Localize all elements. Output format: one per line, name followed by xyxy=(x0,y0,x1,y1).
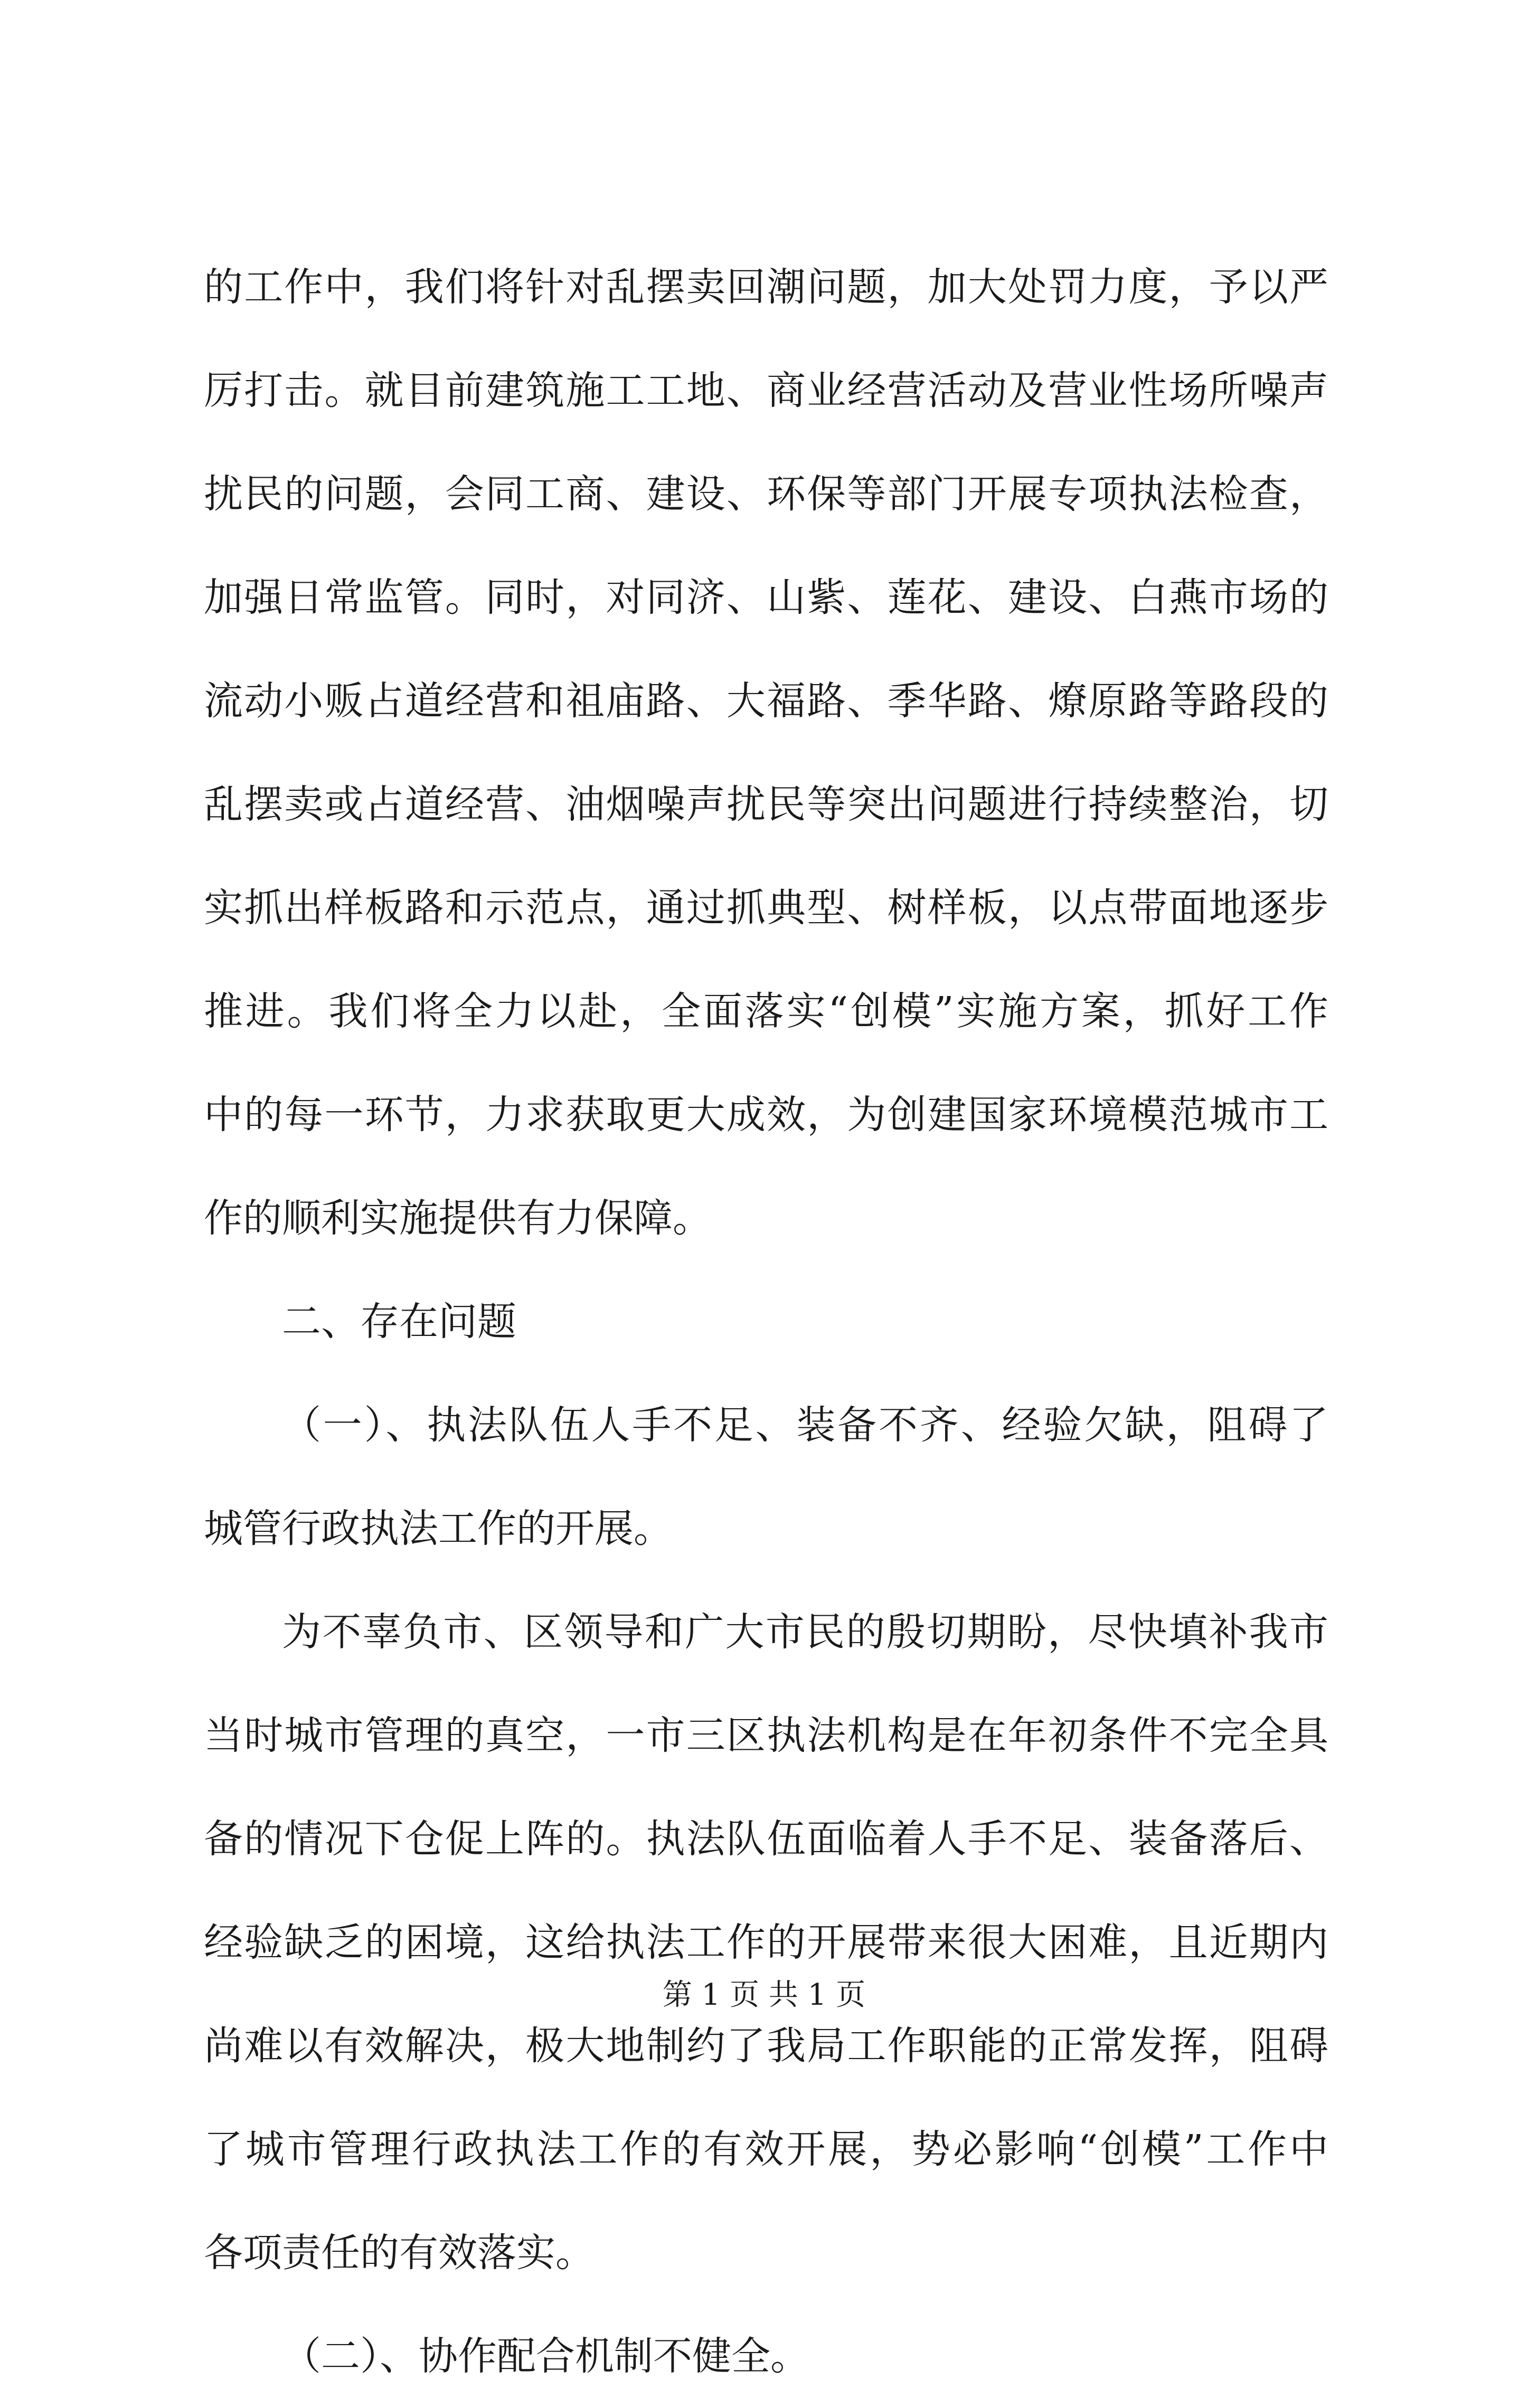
text-line: 经验缺乏的困境，这给执法工作的开展带来很大困难，且近期内 xyxy=(204,1920,1328,1965)
section-heading: 二、存在问题 xyxy=(282,1299,516,1344)
text-line: 推进。我们将全力以赴，全面落实“创模”实施方案，抓好工作 xyxy=(204,989,1328,1034)
text-line: 备的情况下仓促上阵的。执法队伍面临着人手不足、装备落后、 xyxy=(204,1816,1328,1862)
text-line: 厉打击。就目前建筑施工工地、商业经营活动及营业性场所噪声 xyxy=(204,368,1328,413)
text-line: 的工作中，我们将针对乱摆卖回潮问题，加大处罚力度，予以严 xyxy=(204,264,1328,310)
text-line: 乱摆卖或占道经营、油烟噪声扰民等突出问题进行持续整治，切 xyxy=(204,782,1328,827)
text-line: 加强日常监管。同时，对同济、山紫、莲花、建设、白燕市场的 xyxy=(204,575,1328,620)
page-footer: 第 1 页 共 1 页 xyxy=(662,1978,866,2012)
text-line: 中的每一环节，力求获取更大成效，为创建国家环境模范城市工 xyxy=(204,1092,1328,1137)
subheading-staffing xyxy=(204,1373,1328,1580)
text-line: 当时城市管理的真空，一市三区执法机构是在年初条件不完全具 xyxy=(204,1713,1328,1758)
text-line: 尚难以有效解决，极大地制约了我局工作职能的正常发挥，阻碍 xyxy=(204,2023,1328,2069)
text-line: 扰民的问题，会同工商、建设、环保等部门开展专项执法检查， xyxy=(204,471,1328,517)
text-line: 各项责任的有效落实。 xyxy=(204,2230,595,2276)
text-line: 为不辜负市、区领导和广大市民的殷切期盼，尽快填补我市 xyxy=(282,1609,1328,1655)
text-line: 作的顺利实施提供有力保障。 xyxy=(204,1196,712,1241)
text-line: （一）、执法队伍人手不足、装备不齐、经验欠缺，阻碍了 xyxy=(282,1402,1328,1448)
text-line: 实抓出样板路和示范点，通过抓典型、树样板，以点带面地逐步 xyxy=(204,885,1328,931)
document-body xyxy=(204,235,1328,2408)
text-line: 城管行政执法工作的开展。 xyxy=(204,1506,673,1551)
paragraph-enforcement-plan xyxy=(204,235,1328,1270)
text-line: 流动小贩占道经营和祖庙路、大福路、季华路、燎原路等路段的 xyxy=(204,678,1328,724)
subheading-coordination: （二）、协作配合机制不健全。 xyxy=(282,2334,809,2379)
text-line: 了城市管理行政执法工作的有效开展，势必影响“创模”工作中 xyxy=(204,2127,1328,2172)
paragraph-staffing-detail xyxy=(204,1580,1328,2305)
